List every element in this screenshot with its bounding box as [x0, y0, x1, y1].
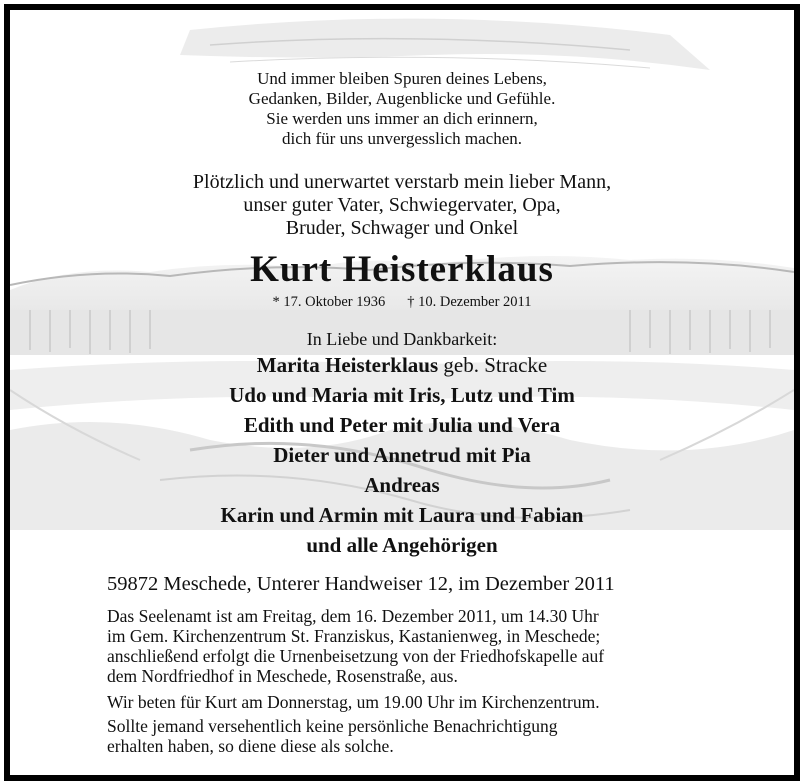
closing-notice-line-2: erhalten haben, so diene diese als solche. [107, 736, 394, 756]
prayer-notice: Wir beten für Kurt am Donnerstag, um 19.00 Uhr im Kirchenzentrum. [107, 692, 600, 712]
verse-line-4: dich für uns unvergesslich machen. [282, 129, 522, 148]
family-line: Andreas [364, 473, 440, 497]
birth-date: * 17. Oktober 1936 [272, 294, 386, 310]
thanks-line: In Liebe und Dankbarkeit: [306, 329, 498, 349]
death-date: † 10. Dezember 2011 [407, 294, 532, 310]
intro-line-3: Bruder, Schwager und Onkel [285, 217, 519, 239]
family-line: Karin und Armin mit Laura und Fabian [220, 503, 584, 527]
verse-line-3: Sie werden uns immer an dich erinnern, [266, 109, 538, 128]
closing-notice-line-1: Sollte jemand versehentlich keine persönliche Benachrichtigung [107, 716, 558, 736]
family-line: Edith und Peter mit Julia und Vera [243, 413, 561, 437]
family-line: und alle Angehörigen [306, 533, 498, 557]
deceased-name: Kurt Heisterklaus [250, 249, 554, 290]
funeral-notice-line-4: dem Nordfriedhof in Meschede, Rosenstraße, aus. [107, 666, 458, 686]
family-line: Udo und Maria mit Iris, Lutz und Tim [229, 383, 575, 407]
life-dates [10, 294, 794, 311]
intro-line-1: Plötzlich und unerwartet verstarb mein lieber Mann, [192, 171, 612, 193]
family-line: Dieter und Annetrud mit Pia [273, 443, 531, 467]
funeral-notice-line-1: Das Seelenamt ist am Freitag, dem 16. Dezember 2011, um 14.30 Uhr [107, 606, 599, 626]
funeral-notice-line-2: im Gem. Kirchenzentrum St. Franziskus, Kastanienweg, in Meschede; [107, 626, 601, 646]
family-line: Marita Heisterklaus geb. Stracke [256, 353, 548, 377]
address-line: 59872 Meschede, Unterer Handweiser 12, im Dezember 2011 [107, 573, 615, 595]
verse-line-1: Und immer bleiben Spuren deines Lebens, [257, 69, 547, 88]
intro-line-2: unser guter Vater, Schwiegervater, Opa, [243, 194, 561, 216]
verse-line-2: Gedanken, Bilder, Augenblicke und Gefühle. [248, 89, 556, 108]
funeral-notice-line-3: anschließend erfolgt die Urnenbeisetzung von der Friedhofskapelle auf [107, 646, 605, 666]
obituary-notice [4, 4, 800, 781]
